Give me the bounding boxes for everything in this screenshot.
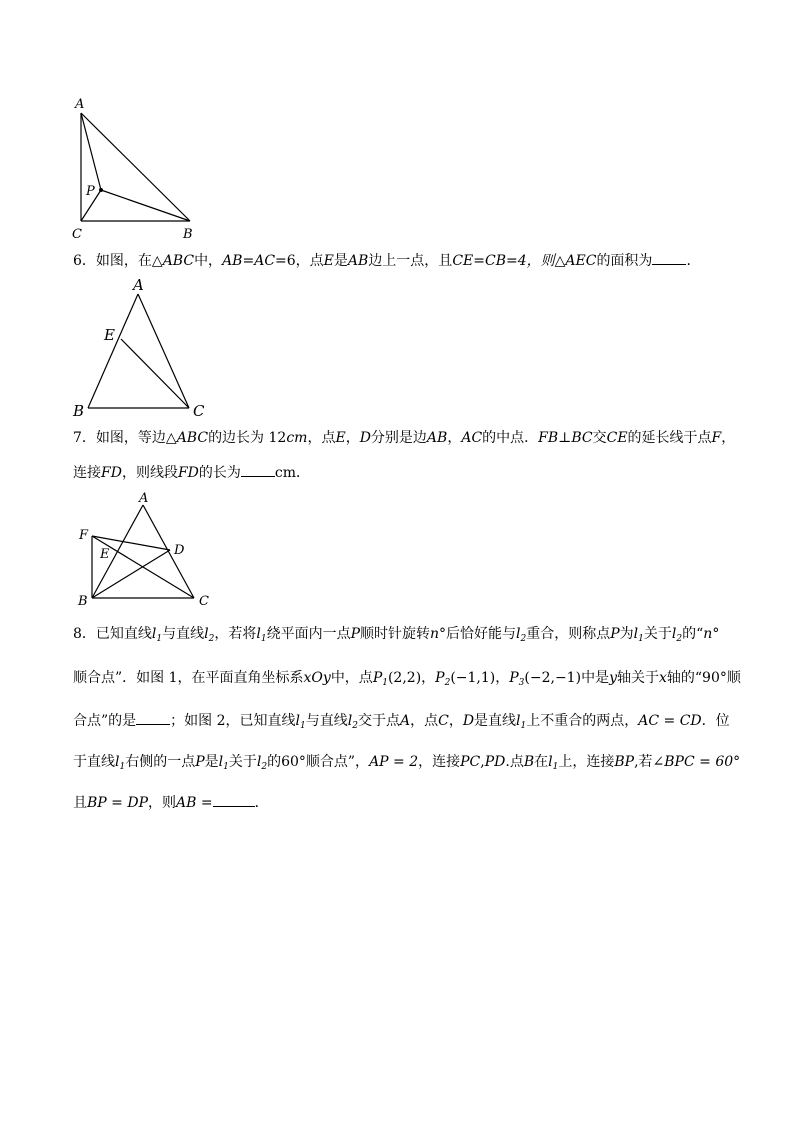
text: ，若将	[214, 626, 257, 642]
text: 是	[333, 253, 348, 269]
segment-ap	[81, 113, 101, 190]
label-p: P	[86, 184, 95, 199]
math-p: P	[372, 670, 383, 686]
text: ，	[345, 430, 360, 446]
math-bp-eq-dp: BP = DP	[87, 795, 148, 811]
math-l2	[348, 713, 358, 729]
text: 与直线	[162, 626, 205, 642]
math-a: A	[399, 713, 411, 729]
math-l: l	[204, 626, 209, 642]
answer-blank[interactable]	[213, 792, 255, 807]
text: 边上一点，且	[368, 253, 453, 269]
math-e: E	[323, 253, 334, 269]
math-l: l	[256, 626, 261, 642]
text: ．	[254, 795, 269, 811]
subscript: 2	[261, 762, 268, 772]
text: 中，点	[330, 670, 373, 686]
text: ,	[480, 754, 485, 770]
text: 轴关于	[616, 670, 659, 686]
text: 的面积为	[596, 253, 653, 269]
text: 上，连接	[558, 754, 615, 770]
label-b: B	[183, 227, 193, 242]
math-l1	[115, 754, 125, 770]
text: ，点	[410, 713, 439, 729]
text: 在	[534, 754, 549, 770]
question-8-line-3	[73, 710, 730, 731]
text: ；如图 2，已知直线	[170, 713, 296, 729]
math-ac: AC	[254, 253, 276, 269]
math-p: P	[350, 626, 360, 642]
math-l1	[219, 754, 229, 770]
subscript: 1	[156, 634, 163, 644]
math-l2	[204, 626, 214, 642]
math-bc: BC	[571, 430, 593, 446]
math-p: P	[435, 670, 445, 686]
math-ac-eq-cd: AC = CD	[638, 713, 702, 729]
math-l2	[516, 626, 526, 642]
math-degree: °	[439, 626, 447, 642]
question-8-line-4	[73, 752, 740, 772]
text: 交于点	[357, 713, 400, 729]
text: 为	[619, 626, 634, 642]
math-l1	[634, 626, 644, 642]
text: 分别是边	[370, 430, 427, 446]
math-l1	[548, 754, 558, 770]
text: 的“	[682, 626, 704, 642]
math-degree: °	[712, 626, 720, 642]
math-fd: FD	[177, 465, 199, 481]
math-l: l	[218, 754, 224, 770]
text: ．位	[701, 713, 730, 729]
label-c: C	[199, 594, 209, 609]
subscript: 1	[638, 634, 644, 644]
math-coord-p1: (2,2)	[387, 670, 422, 686]
text: ，	[448, 713, 463, 729]
label-c: C	[193, 402, 205, 420]
text: 且	[73, 795, 87, 811]
math-p: P	[509, 670, 519, 686]
text: 顺合点”．如图 1，在平面直角坐标系	[73, 670, 304, 686]
math-l1	[296, 713, 306, 729]
text: 是直线	[474, 713, 517, 729]
subscript: 2	[352, 721, 358, 731]
math-ab: AB	[426, 430, 448, 446]
subscript: 2	[444, 678, 451, 688]
math-fd: FD	[101, 465, 122, 481]
math-xoy: xOy	[303, 670, 331, 686]
math-ab-eq: AB =	[175, 795, 213, 811]
text: ，	[721, 430, 736, 446]
math-l: l	[516, 626, 521, 642]
text: 中是	[581, 670, 610, 686]
math-n: n	[703, 626, 713, 642]
subscript: 1	[520, 721, 527, 731]
text: 与直线	[305, 713, 348, 729]
math-d: D	[462, 713, 475, 729]
math-e: E	[335, 430, 346, 446]
text: ，则	[147, 795, 176, 811]
text: 关于	[228, 754, 257, 770]
text: 于直线	[73, 754, 115, 770]
text: ．	[686, 253, 701, 269]
text: ，连接	[418, 754, 461, 770]
math-angle-bpc: ∠BPC = 60°	[652, 754, 741, 770]
math-n: n	[430, 626, 440, 642]
text: =6，点	[275, 253, 324, 269]
text: 是	[204, 754, 219, 770]
text: ．如图，在	[81, 253, 152, 269]
text: 的中点．	[482, 430, 539, 446]
text: ,若	[634, 754, 653, 770]
math-l2	[672, 626, 682, 642]
math-ab: AB	[222, 253, 243, 269]
subscript: 3	[518, 678, 525, 688]
subscript: 1	[119, 762, 126, 772]
math-l: l	[151, 626, 157, 642]
subscript: 2	[520, 634, 527, 644]
math-p: P	[610, 626, 620, 642]
text: 上不重合的两点，	[526, 713, 639, 729]
math-x: x	[658, 670, 667, 686]
math-coord-p2: (−1,1)	[450, 670, 496, 686]
text: 交	[592, 430, 607, 446]
answer-blank[interactable]	[136, 710, 170, 725]
subscript: 2	[208, 634, 215, 644]
question-8-line-2	[73, 668, 741, 688]
math-p3	[509, 670, 524, 686]
math-l1	[256, 626, 266, 642]
text: =	[242, 253, 255, 269]
figure-triangle-apcb	[66, 96, 206, 246]
answer-blank[interactable]	[652, 250, 686, 265]
math-f: F	[711, 430, 722, 446]
math-l: l	[295, 713, 301, 729]
math-bp: BP	[614, 754, 635, 770]
text: 合点”的是	[73, 713, 137, 729]
math-ab: AB	[347, 253, 369, 269]
subscript: 1	[260, 634, 267, 644]
text: ，点	[307, 430, 336, 446]
figure-equilateral-fed	[70, 490, 220, 610]
math-cm: cm	[286, 430, 308, 446]
math-p: P	[195, 754, 205, 770]
math-l: l	[115, 754, 120, 770]
label-a: A	[75, 97, 85, 112]
label-b: B	[73, 402, 85, 420]
math-p2	[435, 670, 450, 686]
math-l: l	[671, 626, 677, 642]
math-pd: PD	[484, 754, 506, 770]
question-8-line-1	[73, 624, 719, 644]
segment-ab	[81, 113, 190, 221]
math-l1	[152, 626, 162, 642]
math-fb: FB	[538, 430, 559, 446]
text: 关于	[643, 626, 672, 642]
text: 的延长线于点	[627, 430, 712, 446]
text: 绕平面内一点	[266, 626, 351, 642]
subscript: 1	[552, 762, 559, 772]
question-6	[73, 250, 700, 271]
text: 7．如图，等边	[73, 430, 166, 446]
answer-blank[interactable]	[241, 462, 275, 477]
text: 重合，则称点	[526, 626, 611, 642]
point-p-dot	[99, 188, 103, 192]
text: ，则线段	[121, 465, 178, 481]
label-a: A	[139, 491, 149, 506]
text: .点	[505, 754, 524, 770]
math-cb-eq: =CB=4，则	[473, 253, 555, 269]
math-triangle-abc: △ABC	[165, 430, 209, 446]
math-triangle-aec: △AEC	[554, 253, 597, 269]
label-e: E	[100, 547, 110, 562]
segment-ab	[88, 294, 138, 408]
math-l: l	[548, 754, 553, 770]
text: 的长为	[198, 465, 241, 481]
math-ac: AC	[461, 430, 483, 446]
text: 顺时针旋转	[360, 626, 430, 642]
segment-ec	[121, 339, 189, 408]
math-perp: ⊥	[558, 430, 572, 446]
math-ce: CE	[606, 430, 628, 446]
math-b: B	[523, 754, 535, 770]
text: cm．	[274, 465, 311, 481]
math-l2	[257, 754, 267, 770]
label-d: D	[174, 543, 185, 558]
subscript: 2	[676, 634, 683, 644]
subscript: 1	[382, 678, 388, 688]
question-7-line-1	[73, 428, 735, 448]
text: 中，	[194, 253, 223, 269]
math-l: l	[516, 713, 521, 729]
label-e: E	[104, 326, 115, 344]
segment-pb	[101, 190, 190, 221]
math-d: D	[359, 430, 371, 446]
label-f: F	[79, 528, 89, 543]
label-a: A	[133, 276, 144, 294]
text: 8．已知直线	[73, 626, 152, 642]
text: ，	[421, 670, 436, 686]
math-l: l	[633, 626, 639, 642]
label-c: C	[72, 227, 82, 242]
question-number: 6	[73, 253, 82, 269]
math-l: l	[256, 754, 262, 770]
subscript: 1	[223, 762, 229, 772]
figure-triangle-aebc	[70, 276, 220, 421]
question-7-line-2	[73, 462, 310, 483]
math-p1	[373, 670, 388, 686]
text: 后恰好能与	[446, 626, 517, 642]
math-l: l	[347, 713, 353, 729]
question-8-line-5	[73, 792, 269, 813]
math-ce: CE	[452, 253, 474, 269]
text: 右侧的一点	[125, 754, 196, 770]
text: 的60°顺合点”，	[267, 754, 370, 770]
text: ，	[495, 670, 510, 686]
math-coord-p3: (−2,−1)	[524, 670, 582, 686]
label-b: B	[78, 594, 88, 609]
math-c: C	[438, 713, 449, 729]
text: 连接	[73, 465, 101, 481]
text: 轴的“90°顺	[666, 670, 741, 686]
segment-ac	[138, 294, 189, 408]
math-ap-eq-2: AP = 2	[369, 754, 419, 770]
math-l1	[516, 713, 526, 729]
math-y: y	[609, 670, 617, 686]
math-pc: PC	[460, 754, 481, 770]
text: 的边长为 12	[208, 430, 287, 446]
text: ，	[447, 430, 462, 446]
subscript: 1	[300, 721, 306, 731]
math-triangle-abc: △ABC	[151, 253, 195, 269]
